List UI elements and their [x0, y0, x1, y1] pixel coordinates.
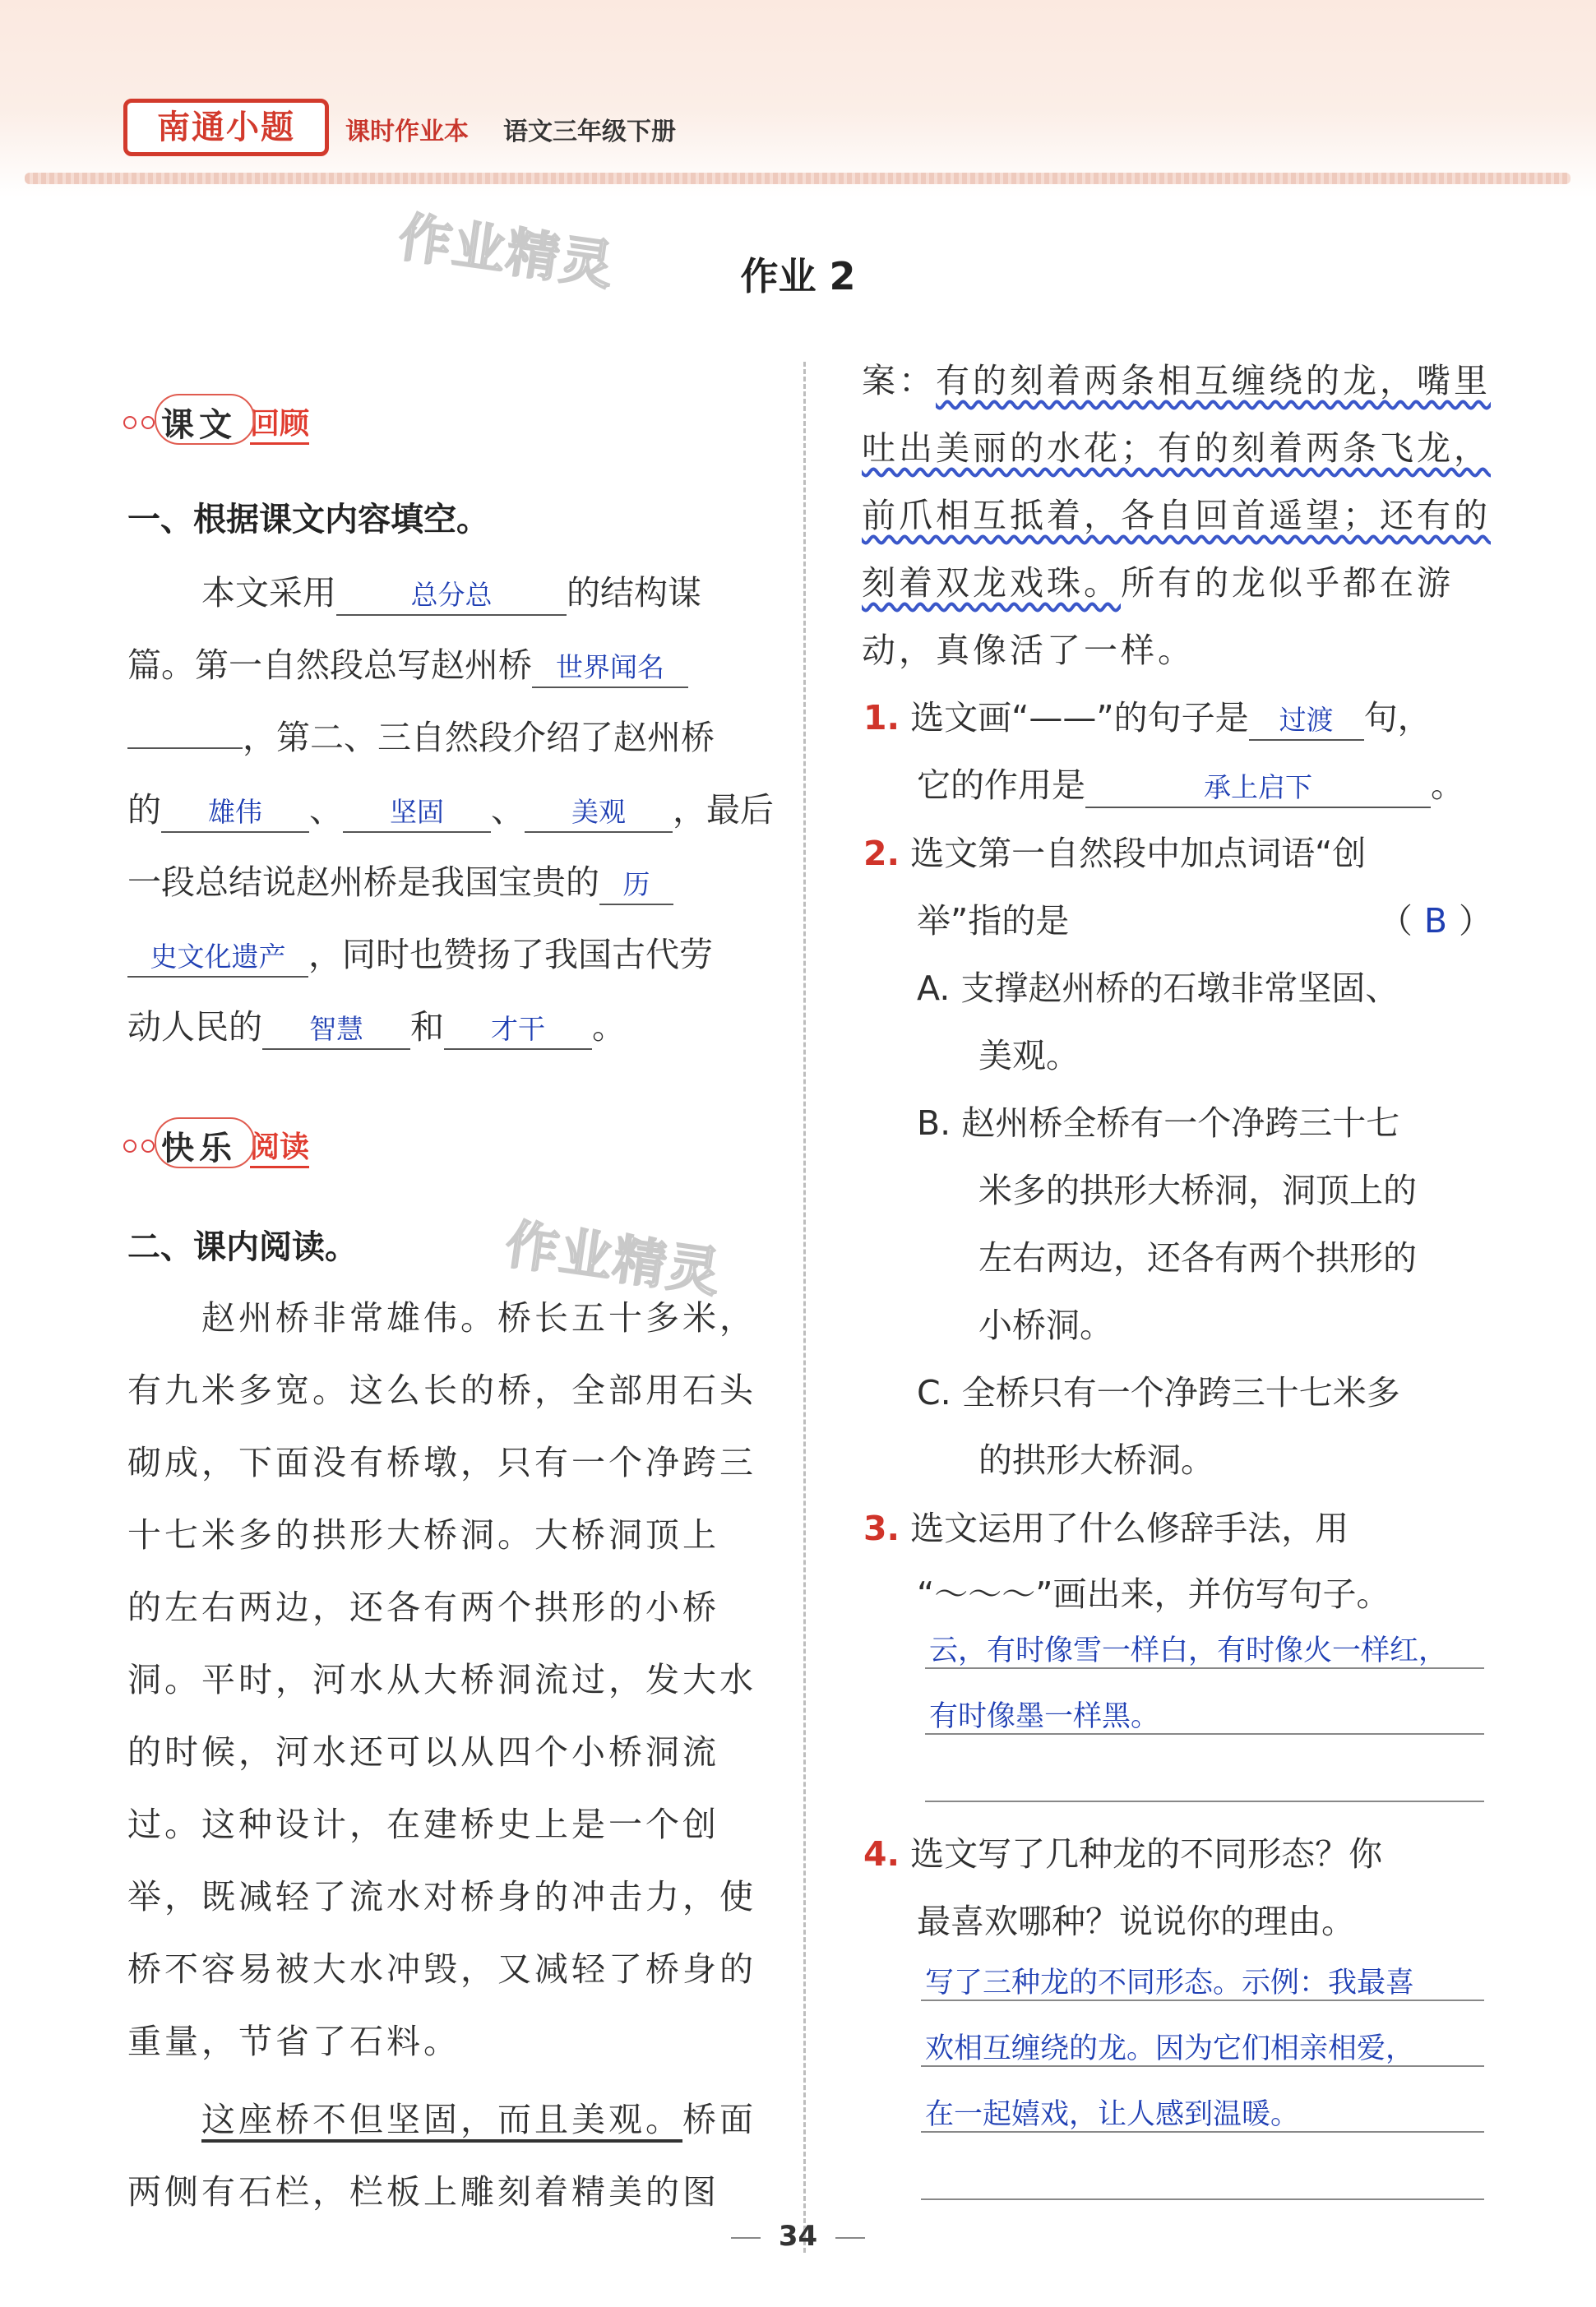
series-name: 课时作业本: [345, 118, 469, 146]
answer-text: 在一起嬉戏，让人感到温暖。: [925, 2098, 1300, 2131]
column-divider: [803, 362, 806, 2253]
answer-blank[interactable]: 智慧: [262, 1010, 410, 1050]
passage-line: 桥不容易被大水冲毁，又减轻了桥身的: [127, 1949, 756, 1989]
answer-blank[interactable]: 才干: [444, 1010, 592, 1050]
option-c-cont: 的拱形大桥洞。: [978, 1440, 1214, 1480]
answer-blank[interactable]: 史文化遗产: [127, 938, 308, 978]
passage-line: 有九米多宽。这么长的桥，全部用石头: [127, 1371, 756, 1410]
fill-line: 动人民的 智慧 和 才干 。: [127, 1000, 626, 1050]
sub-question-1: 1. 选文画“——”的句子是 过渡 句，: [863, 691, 1432, 741]
option-b[interactable]: B. 赵州桥全桥有一个净跨三十七: [917, 1103, 1400, 1143]
sub-question-3-cont: “～～～”画出来，并仿写句子。: [917, 1574, 1390, 1614]
fill-line: 一段总结说赵州桥是我国宝贵的 历: [127, 855, 673, 905]
watermark: 作业精灵: [502, 1214, 726, 1305]
passage-line: 吐出美丽的水花；有的刻着两条飞龙，: [862, 428, 1491, 468]
answer-blank[interactable]: 历: [599, 866, 673, 905]
answer-line[interactable]: [925, 1801, 1484, 1802]
section-badge-reading: 快乐 阅读: [123, 1122, 309, 1169]
watermark: 作业精灵: [395, 206, 619, 298]
answer-blank[interactable]: 世界闻名: [532, 649, 688, 688]
answer-blank[interactable]: 总分总: [336, 576, 567, 616]
sub-question-1-cont: 它的作用是 承上启下 。: [917, 758, 1464, 808]
answer-blank[interactable]: [127, 747, 243, 749]
fill-line: 史文化遗产 ，同时也赞扬了我国古代劳: [127, 927, 713, 978]
passage-line: 刻着双龙戏珠。所有的龙似乎都在游: [862, 563, 1454, 603]
answer-blank[interactable]: 坚固: [343, 793, 491, 833]
option-c[interactable]: C. 全桥只有一个净跨三十七米多: [917, 1373, 1400, 1412]
answer-text: 云，有时像雪一样白，有时像火一样红，: [929, 1634, 1448, 1667]
answer-text: 有时像墨一样黑。: [929, 1700, 1160, 1733]
sub-question-2-cont: 举”指的是 （ B ）: [917, 894, 1492, 942]
passage-line: 洞。平时，河水从大桥洞流过，发大水: [127, 1660, 756, 1699]
passage-line: 砌成，下面没有桥墩，只有一个净跨三: [127, 1443, 756, 1482]
sub-question-3: 3. 选文运用了什么修辞手法，用: [863, 1509, 1349, 1548]
passage-line: 这座桥不但坚固，而且美观。桥面: [201, 2100, 756, 2139]
passage-line: 动，真像活了一样。: [862, 631, 1195, 670]
answer-line[interactable]: [925, 1667, 1484, 1669]
option-b-cont: 左右两边，还各有两个拱形的: [978, 1238, 1417, 1278]
passage-line: 两侧有石栏，栏板上雕刻着精美的图: [127, 2172, 719, 2212]
header-divider: [25, 173, 1571, 184]
sub-question-2: 2. 选文第一自然段中加点词语“创: [863, 834, 1367, 873]
answer-blank[interactable]: 承上启下: [1085, 769, 1431, 808]
answer-text: 写了三种龙的不同形态。示例：我最喜: [925, 1967, 1415, 2000]
passage-line: 的左右两边，还各有两个拱形的小桥: [127, 1588, 719, 1627]
answer-blank[interactable]: 过渡: [1249, 701, 1364, 741]
answer-bracket[interactable]: （ B ）: [1378, 901, 1492, 941]
answer-blank[interactable]: 美观: [525, 793, 673, 833]
question-heading: 二、课内阅读。: [127, 1228, 358, 1266]
question-heading: 一、根据课文内容填空。: [127, 501, 489, 539]
page-title: 作业 2: [740, 254, 856, 298]
passage-line: 赵州桥非常雄伟。桥长五十多米，: [201, 1298, 756, 1338]
fill-line: 篇。第一自然段总写赵州桥 世界闻名: [127, 638, 688, 688]
section-badge-review: 课文 回顾: [123, 399, 309, 446]
option-b-cont: 小桥洞。: [978, 1306, 1113, 1345]
answer-line[interactable]: [921, 2065, 1484, 2067]
fill-line: 的 雄伟 、 坚固 、 美观 ，最后: [127, 783, 774, 833]
fill-line: 本文采用 总分总 的结构谋: [201, 566, 701, 616]
answer-line[interactable]: [925, 1733, 1484, 1735]
passage-line: 案：有的刻着两条相互缠绕的龙，嘴里: [862, 361, 1491, 400]
answer-blank[interactable]: 雄伟: [161, 793, 309, 833]
book-name: 语文三年级下册: [503, 118, 676, 146]
passage-line: 十七米多的拱形大桥洞。大桥洞顶上: [127, 1515, 719, 1555]
sub-question-4-cont: 最喜欢哪种？说说你的理由。: [917, 1902, 1355, 1941]
passage-line: 前爪相互抵着，各自回首遥望；还有的: [862, 496, 1491, 535]
option-a-cont: 美观。: [978, 1036, 1080, 1075]
option-a[interactable]: A. 支撑赵州桥的石墩非常坚固、: [917, 969, 1399, 1008]
option-b-cont: 米多的拱形大桥洞，洞顶上的: [978, 1171, 1417, 1210]
fill-line: ，第二、三自然段介绍了赵州桥: [127, 710, 715, 759]
answer-line[interactable]: [921, 2131, 1484, 2133]
answer-text: 欢相互缠绕的龙。因为它们相亲相爱，: [925, 2032, 1415, 2065]
sub-question-4: 4. 选文写了几种龙的不同形态？你: [863, 1834, 1383, 1874]
logo: 南通小题: [123, 99, 329, 156]
passage-line: 过。这种设计，在建桥史上是一个创: [127, 1805, 719, 1844]
answer-line[interactable]: [921, 2000, 1484, 2001]
page-number: 34: [0, 2220, 1596, 2253]
answer-line[interactable]: [921, 2198, 1484, 2200]
passage-line: 的时候，河水还可以从四个小桥洞流: [127, 1732, 719, 1772]
passage-line: 举，既减轻了流水对桥身的冲击力，使: [127, 1877, 756, 1916]
passage-line: 重量，节省了石料。: [127, 2022, 460, 2061]
